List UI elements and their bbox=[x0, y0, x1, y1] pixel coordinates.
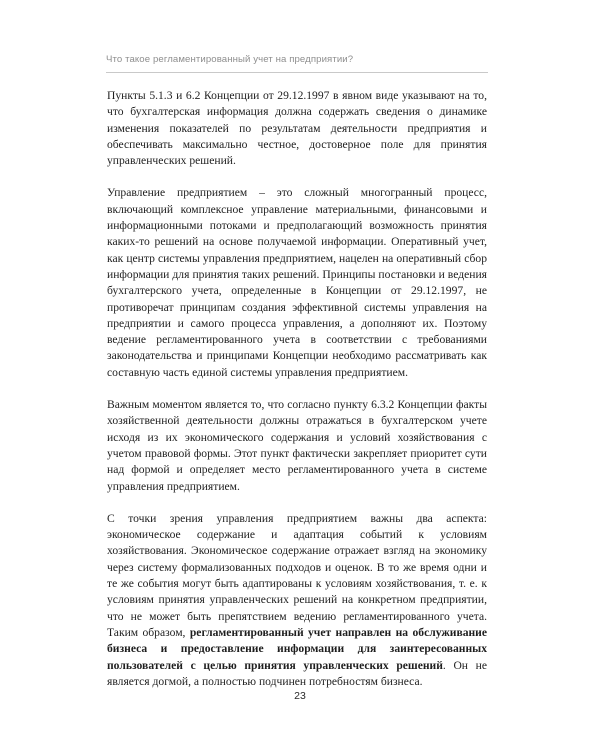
paragraph-substance-over-form: Важным моментом является то, что согласно пункту 6.3.2 Концепции факты хозяйственной деятельности должны отражаться в бухгалтерском учете исходя из их экономического содержания и условий хозяйствования с учетом правовой формы. Этот пункт фактически закрепляет приоритет сути над формой и определяет место регламентированного учета в системе управления предприятием. bbox=[107, 398, 487, 493]
running-header: Что такое регламентированный учет на предприятии? bbox=[106, 54, 354, 65]
paragraph-management-aspects bbox=[107, 511, 487, 690]
emphasized-statement: регламентированный учет направлен на обслуживание бизнеса и предоставление информации для заинтересованных пользователей с целью принятия управленческих решений bbox=[107, 625, 488, 672]
paragraph-concept-clauses: Пункты 5.1.3 и 6.2 Концепции от 29.12.1997 в явном виде указывают на то, что бухгалтерская информация должна содержать сведения о динамике изменения показателей по результатам деятельности предприятия и обеспечивать максимально честное, достоверное поле для принятия управленческих решений. bbox=[107, 89, 487, 168]
paragraph-text-before-bold: С точки зрения управления предприятием важны два аспекта: экономическое содержание и адаптация событий к условиям хозяйствования. Экономическое содержание отражает взгляд на экономику через систему формализованных подходов и оценок. В то же время одни и те же события могут быть адаптированы к условиям хозяйствования, т. е. к условиям принятия управленческих решений на конкретном предприятии, что не может быть препятствием ведению регламентированного учета. Таким образом, bbox=[107, 511, 487, 639]
paragraph-text-after-bold: . Он не является догмой, а полностью подчинен потребностям бизнеса. bbox=[107, 658, 488, 688]
body-text bbox=[107, 88, 487, 690]
paragraph-enterprise-management: Управление предприятием – это сложный многогранный процесс, включающий комплексное управление материальными, финансовыми и информационными потоками и предполагающий возможность принятия каких-то решений на основе получаемой информации. Оперативный учет, как центр системы управления предприятием, нацелен на оперативный сбор информации для принятия таких решений. Принципы постановки и ведения бухгалтерского учета, определенные в Концепции от 29.12.1997, не противоречат принципам создания эффективной системы управления на предприятии и самого процесса управления, а дополняют их. Поэтому ведение регламентированного учета в соответствии с требованиями законодательства и принципами Концепции необходимо рассматривать как составную часть единой системы управления предприятием. bbox=[107, 186, 487, 379]
page-number: 23 bbox=[294, 690, 306, 702]
header-divider bbox=[106, 72, 488, 73]
